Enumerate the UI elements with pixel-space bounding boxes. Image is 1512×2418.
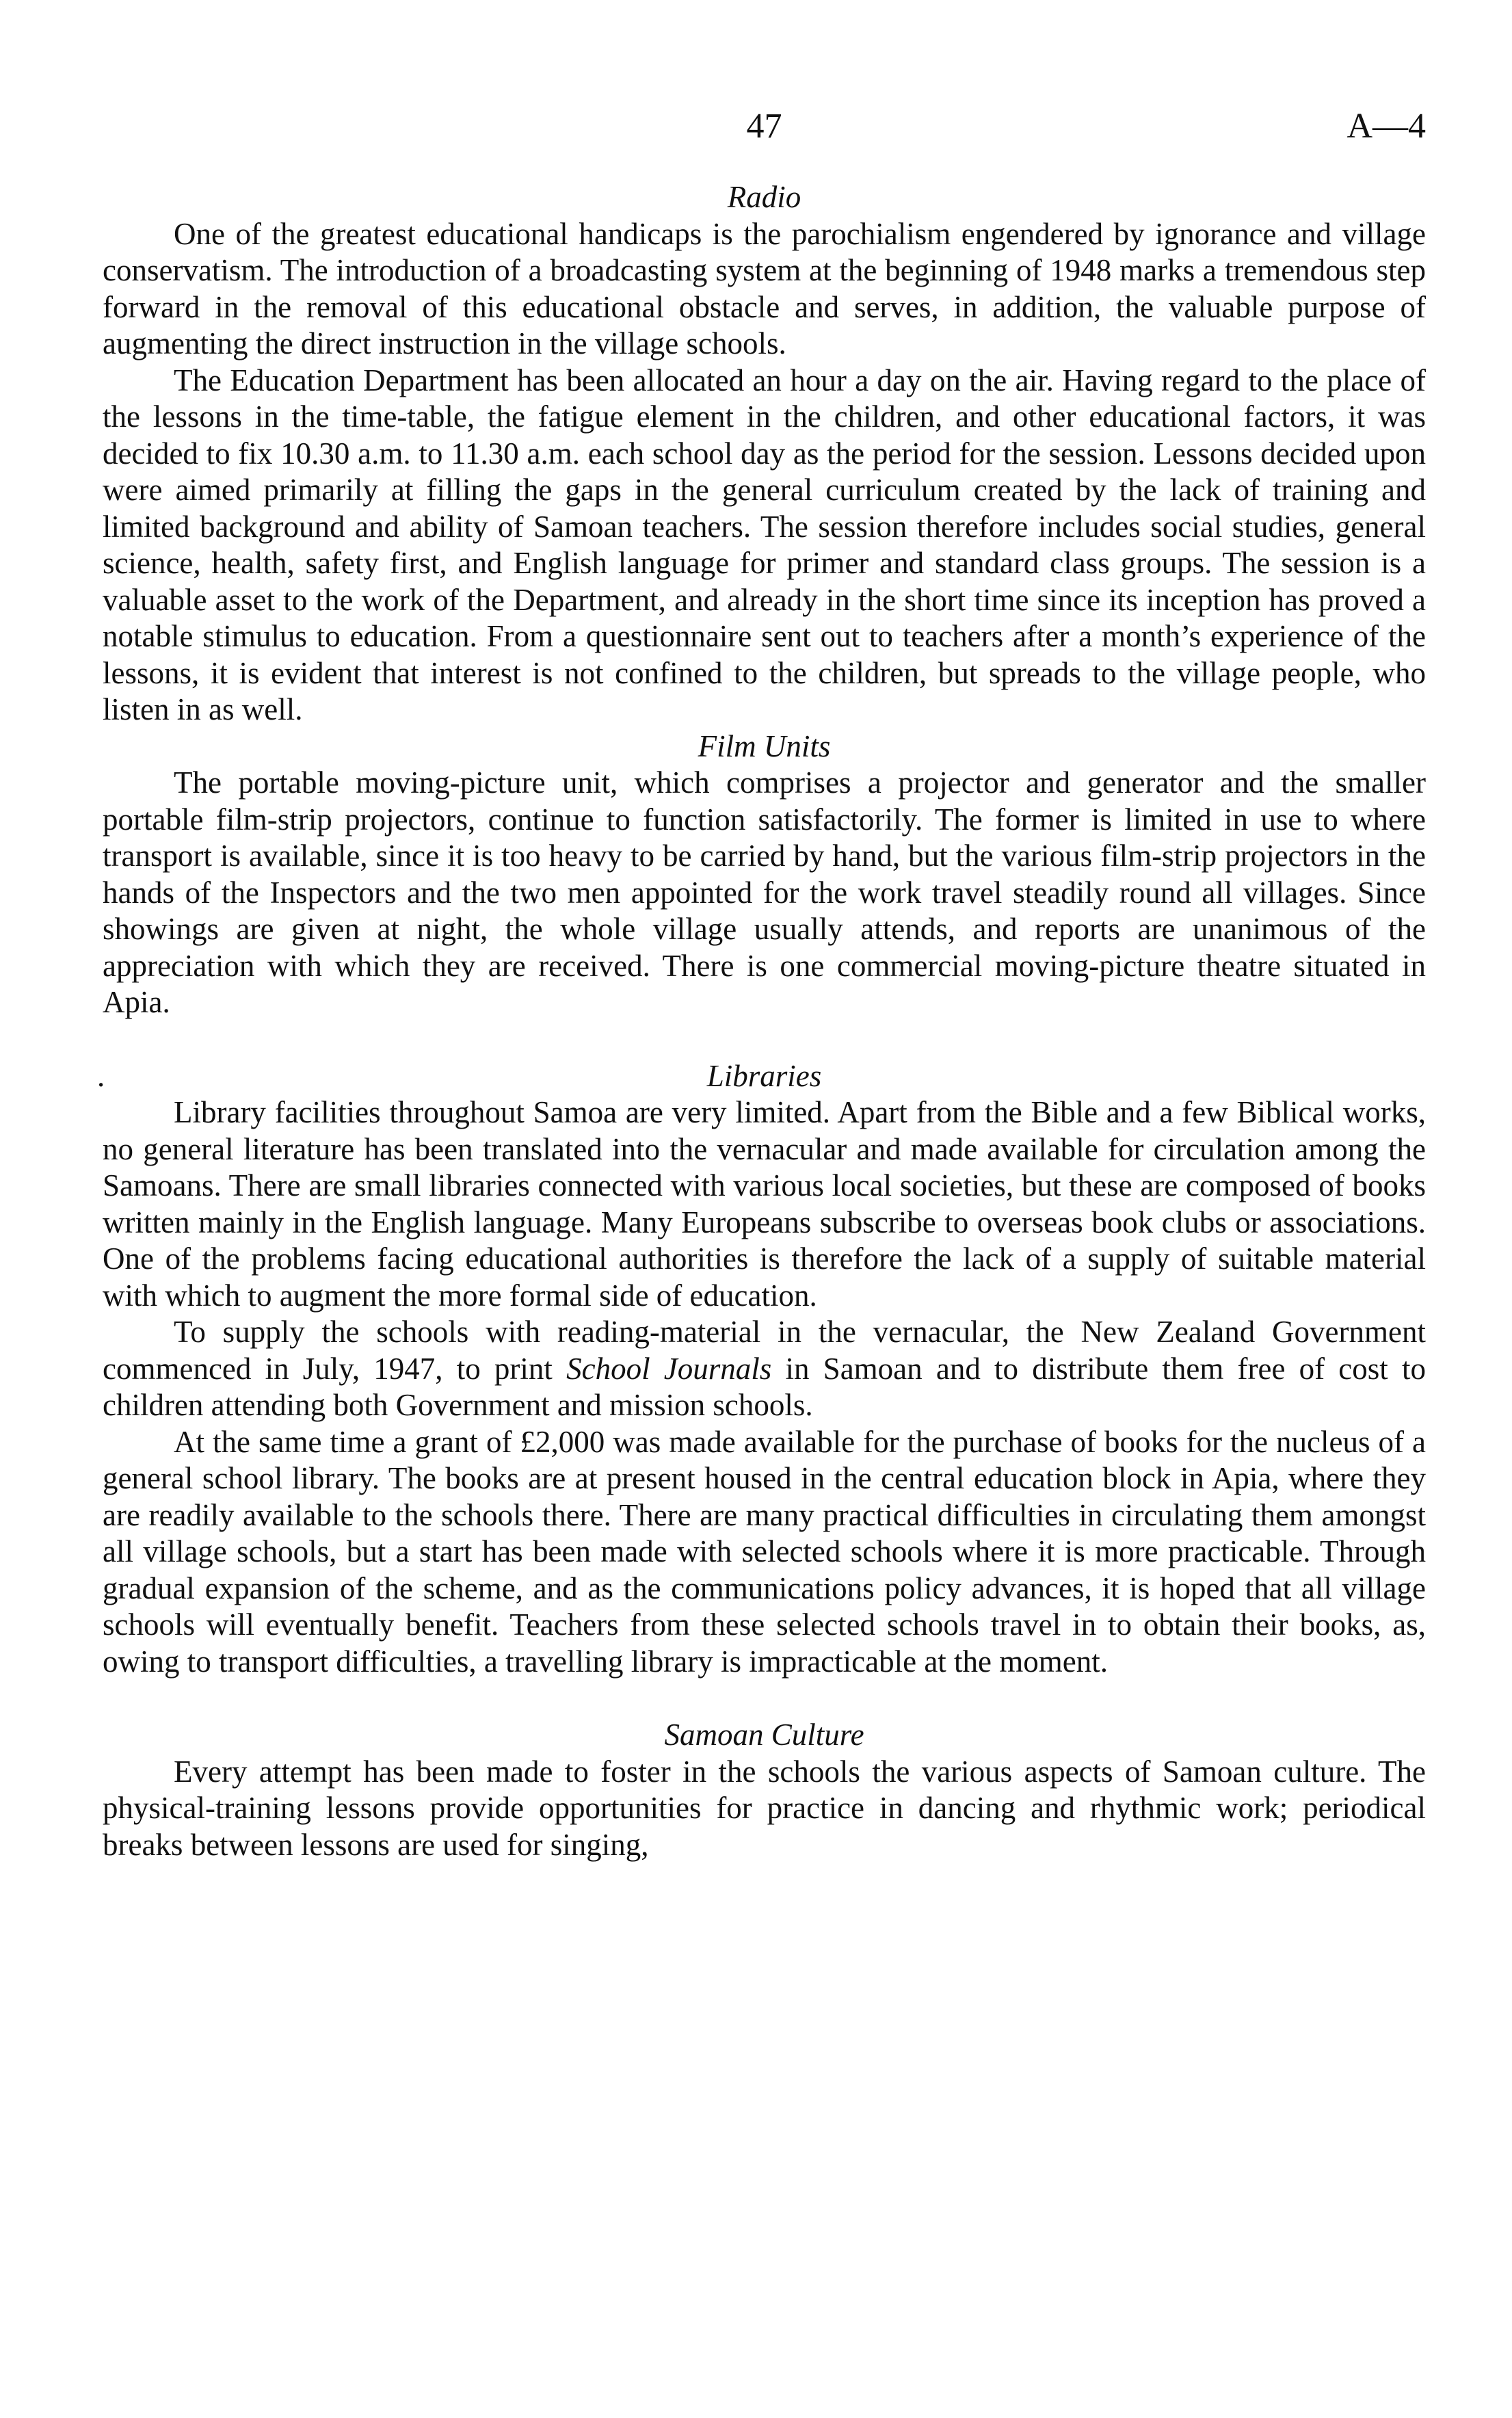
paragraph-school-journals <box>103 1314 1426 1424</box>
publication-title: School Journals <box>566 1351 772 1386</box>
libraries-title-row <box>97 1058 1426 1095</box>
section-radio <box>103 179 1426 728</box>
document-reference: A—4 <box>1347 107 1426 146</box>
page-header <box>103 103 1426 150</box>
paragraph: Every attempt has been made to foster in the schools the various aspects of Samoan culture. The physical-training lessons provide opportunities for practice in dancing and rhythmic work; periodical breaks between lessons are used for singing, <box>103 1754 1426 1862</box>
page-number: 47 <box>746 107 782 146</box>
paragraph: Library facilities throughout Samoa are very limited. Apart from the Bible and a few Biblical works, no general literature has been translated into the vernacular and made available for circulation among the Samoans. There are small libraries connected with various local societies, but these are composed of books written mainly in the English language. Many Europeans subscribe to overseas book clubs or associations. One of the problems facing educational authorities is therefore the lack of a supply of suitable material with which to augment the more formal side of education. <box>103 1095 1426 1313</box>
section-title-film-units: Film Units <box>698 728 831 763</box>
section-samoan-culture <box>103 1717 1426 1863</box>
paragraph-text: in Samoan and to distribute them free of cost to children attending both Government and mission schools. <box>103 1351 1426 1422</box>
paragraph: One of the greatest educational handicaps is the parochialism engendered by ignorance and village conservatism. The introduction of a broadcasting system at the beginning of 1948 marks a tremendous step forward in the removal of this educational obstacle and serves, in addition, the valuable purpose of augmenting the direct instruction in the village schools. <box>103 216 1426 360</box>
body-text <box>97 179 1426 1863</box>
paragraph: At the same time a grant of £2,000 was made available for the purchase of books for the nucleus of a general school library. The books are at present housed in the central education block in Apia, where they are readily available to the schools there. There are many practical difficulties in circulating them amongst all village schools, but a start has been made with selected schools where it is more practicable. Through gradual expansion of the scheme, and as the communications policy advances, it is hoped that all village schools will eventually benefit. Teachers from these selected schools travel in to obtain their books, as, owing to transport difficulties, a travelling library is impracticable at the moment. <box>103 1424 1426 1679</box>
paragraph: The Education Department has been allocated an hour a day on the air. Having regard to the place of the lessons in the time-table, the fatigue element in the children, and other educational factors, it was decided to fix 10.30 a.m. to 11.30 a.m. each school day as the period for the session. Lessons decided upon were aimed primarily at filling the gaps in the general curriculum created by the lack of training and limited background and ability of Samoan teachers. The session therefore includes social studies, general science, health, safety first, and English language for primer and standard class groups. The session is a valuable asset to the work of the Department, and already in the short time since its inception has proved a notable stimulus to education. From a questionnaire sent out to teachers after a month’s experience of the lessons, it is evident that interest is not confined to the children, but spreads to the village people, who listen in as well. <box>103 363 1426 726</box>
paragraph-text: To supply the schools with reading-material in the vernacular, the New Zealand Government commenced in July, 1947, to print <box>103 1315 1426 1386</box>
stray-mark: . <box>97 1058 105 1093</box>
section-libraries <box>97 1058 1426 1681</box>
section-title-libraries: Libraries <box>706 1058 822 1093</box>
section-title-samoan-culture: Samoan Culture <box>664 1718 864 1752</box>
section-title-radio: Radio <box>727 180 801 214</box>
paragraph: The portable moving-picture unit, which comprises a projector and generator and the smaller portable film-strip projectors, continue to function satisfactorily. The former is limited in use to where transport is available, since it is too heavy to be carried by hand, but the various film-strip projectors in the hands of the Inspectors and the two men appointed for the work travel steadily round all villages. Since showings are given at night, the whole village usually attends, and reports are unanimous of the appreciation with which they are received. There is one commercial moving-picture theatre situated in Apia. <box>103 765 1426 1019</box>
section-film-units <box>103 728 1426 1021</box>
